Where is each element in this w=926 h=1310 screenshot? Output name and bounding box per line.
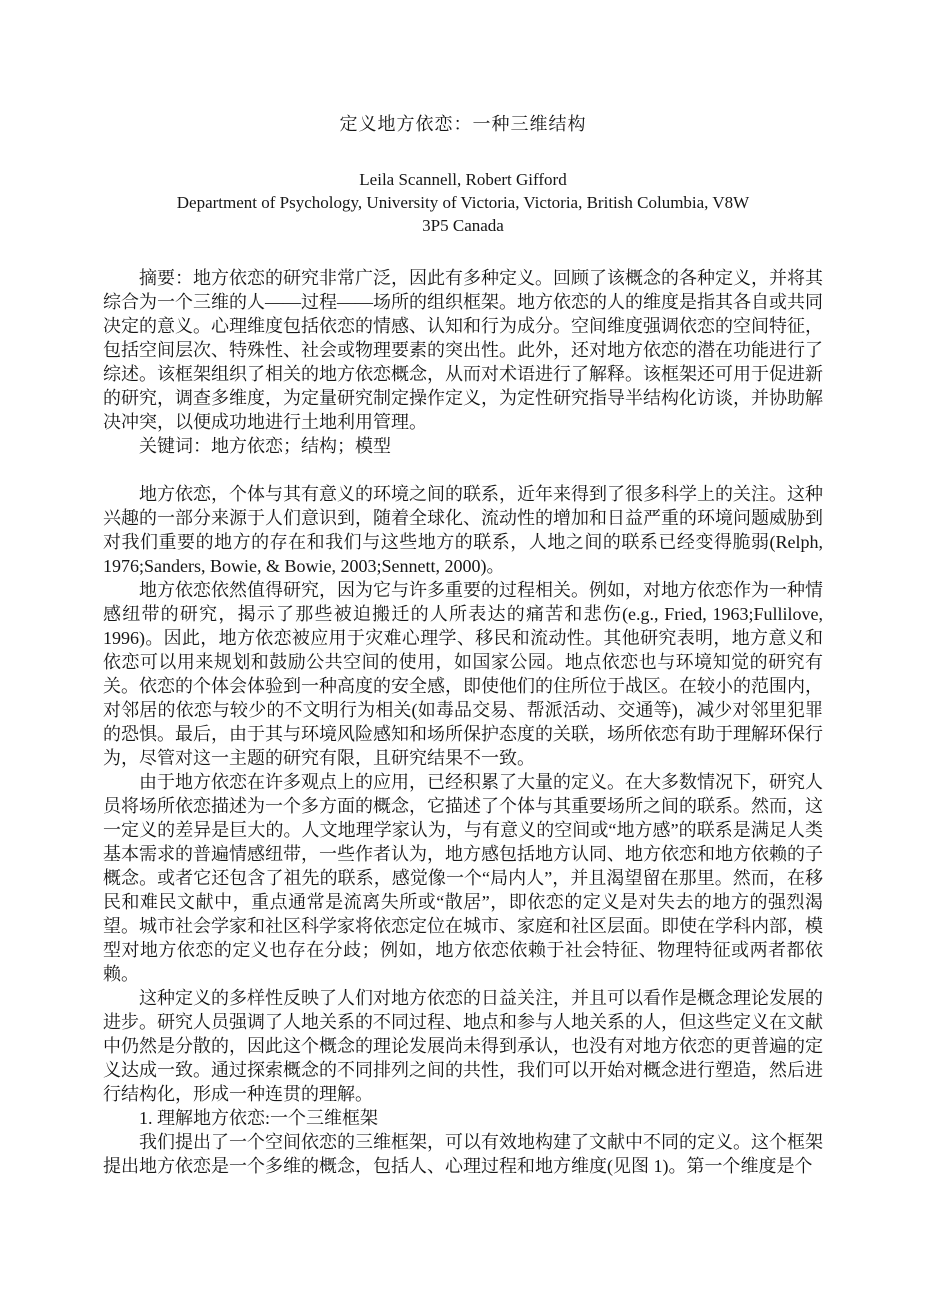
paper-title: 定义地方依恋：一种三维结构 — [339, 114, 587, 134]
section-heading-1: 1. 理解地方依恋:一个三维框架 — [139, 1108, 378, 1128]
abstract-paragraph: 摘要：地方依恋的研究非常广泛，因此有多种定义。回顾了该概念的各种定义，并将其综合为一个三维的人——过程——场所的组织框架。地方依恋的人的维度是指其各自或共同决定的意义。心理维度包括依恋的情感、认知和行为成分。空间维度强调依恋的空间特征，包括空间层次、特殊性、社会或物理要素的突出性。此外，还对地方依恋的潜在功能进行了综述。该框架组织了相关的地方依恋概念，从而对术语进行了解释。该框架还可用于促进新的研究，调查多维度，为定量研究制定操作定义，为定性研究指导半结构化访谈，并协助解决冲突，以便成功地进行土地利用管理。 — [103, 268, 823, 432]
authors-names: Leila Scannell, Robert Gifford — [359, 170, 567, 189]
authors-affiliation-line-2: 3P5 Canada — [422, 216, 504, 235]
body-paragraph-2: 地方依恋依然值得研究，因为它与许多重要的过程相关。例如，对地方依恋作为一种情感纽带的研究，揭示了那些被迫搬迁的人所表达的痛苦和悲伤(e.g., Fried, 1963;Fullilove, 1996)。因此，地方依恋被应用于灾难心理学、移民和流动性。其他研究表明，地方意义和依恋可以用来规划和鼓励公共空间的使用，如国家公园。地点依恋也与环境知觉的研究有关。依恋的个体会体验到一种高度的安全感，即使他们的住所位于战区。在较小的范围内，对邻居的依恋与较少的不文明行为相关(如毒品交易、帮派活动、交通等)，减少对邻里犯罪的恐惧。最后，由于其与环境风险感知和场所保护态度的关联，场所依恋有助于理解环保行为，尽管对这一主题的研究有限，且研究结果不一致。 — [103, 580, 823, 768]
authors-affiliation-line-1: Department of Psychology, University of Victoria, Victoria, British Columbia, V8W — [176, 193, 750, 212]
body-paragraph-3: 由于地方依恋在许多观点上的应用，已经积累了大量的定义。在大多数情况下，研究人员将场所依恋描述为一个多方面的概念，它描述了个体与其重要场所之间的联系。然而，这一定义的差异是巨大的。人文地理学家认为，与有意义的空间或“地方感”的联系是满足人类基本需求的普遍情感纽带，一些作者认为，地方感包括地方认同、地方依恋和地方依赖的子概念。或者它还包含了祖先的联系，感觉像一个“局内人”，并且渴望留在那里。然而，在移民和难民文献中，重点通常是流离失所或“散居”，即依恋的定义是对失去的地方的强烈渴望。城市社会学家和社区科学家将依恋定位在城市、家庭和社区层面。即使在学科内部，模型对地方依恋的定义也存在分歧；例如，地方依恋依赖于社会特征、物理特征或两者都依赖。 — [103, 772, 823, 984]
body-paragraph-1: 地方依恋，个体与其有意义的环境之间的联系，近年来得到了很多科学上的关注。这种兴趣的一部分来源于人们意识到，随着全球化、流动性的增加和日益严重的环境问题威胁到对我们重要的地方的存在和我们与这些地方的联系，人地之间的联系已经变得脆弱(Relph, 1976;Sanders, Bowie, & Bowie, 2003;Sennett, 2000)。 — [103, 484, 823, 576]
author-block — [103, 168, 823, 237]
body-paragraph-5: 我们提出了一个空间依恋的三维框架，可以有效地构建了文献中不同的定义。这个框架提出地方依恋是一个多维的概念，包括人、心理过程和地方维度(见图 1)。第一个维度是个 — [103, 1132, 823, 1176]
body-paragraph-4: 这种定义的多样性反映了人们对地方依恋的日益关注，并且可以看作是概念理论发展的进步。研究人员强调了人地关系的不同过程、地点和参与人地关系的人，但这些定义在文献中仍然是分散的，因此这个概念的理论发展尚未得到承认，也没有对地方依恋的更普遍的定义达成一致。通过探索概念的不同排列之间的共性，我们可以开始对概念进行塑造，然后进行结构化，形成一种连贯的理解。 — [103, 988, 823, 1104]
keywords-line: 关键词：地方依恋；结构；模型 — [139, 436, 391, 456]
